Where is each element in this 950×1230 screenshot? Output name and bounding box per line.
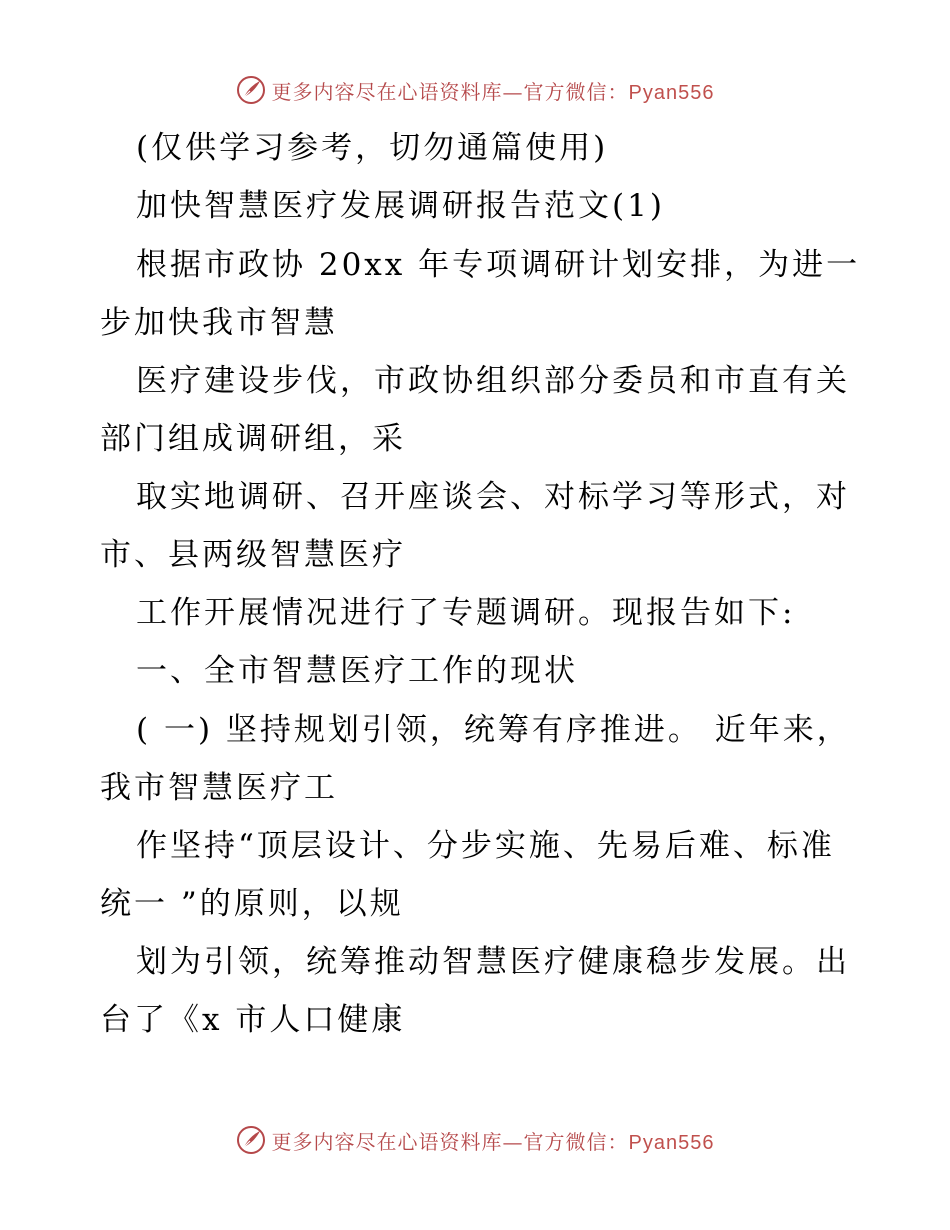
watermark-text — [272, 76, 715, 105]
paragraph-line: 部门组成调研组，采 — [100, 421, 406, 457]
paragraph-line: 根据市政协 20xx 年专项调研计划安排，为进一 — [136, 247, 861, 283]
feather-pen-icon — [236, 1125, 266, 1155]
paragraph-line: 工作开展情况进行了专题调研。现报告如下: — [136, 595, 796, 631]
watermark-text — [272, 1126, 715, 1155]
section-heading: 一、全市智慧医疗工作的现状 — [136, 653, 578, 689]
paragraph-line: 统一 ”的原则，以规 — [100, 886, 404, 922]
paragraph-line: 作坚持“顶层设计、分步实施、先易后难、标准 — [136, 828, 835, 864]
header-watermark — [0, 70, 950, 110]
paragraph-line: 划为引领，统筹推动智慧医疗健康稳步发展。出 — [136, 944, 850, 980]
paragraph-line: 台了《x 市人口健康 — [100, 1002, 406, 1038]
watermark-label: 更多内容尽在心语资料库—官方微信： — [271, 79, 629, 104]
watermark-wechat-id: Pyan556 — [628, 1131, 715, 1154]
paragraph-line: 步加快我市智慧 — [100, 305, 338, 341]
paragraph-line: 取实地调研、召开座谈会、对标学习等形式，对 — [136, 479, 850, 515]
watermark-wechat-id: Pyan556 — [628, 81, 715, 104]
footer-watermark — [0, 1120, 950, 1160]
feather-pen-icon — [236, 75, 266, 105]
paragraph-line: ( 一) 坚持规划引领，统筹有序推进。 近年来， — [136, 712, 851, 748]
paragraph-line: 我市智慧医疗工 — [100, 770, 338, 806]
document-title: 加快智慧医疗发展调研报告范文(1) — [136, 188, 665, 224]
paragraph-line: 医疗建设步伐，市政协组织部分委员和市直有关 — [136, 363, 850, 399]
disclaimer-line: (仅供学习参考，切勿通篇使用) — [136, 130, 609, 166]
paragraph-line: 市、县两级智慧医疗 — [100, 537, 406, 573]
watermark-label: 更多内容尽在心语资料库—官方微信： — [271, 1129, 629, 1154]
